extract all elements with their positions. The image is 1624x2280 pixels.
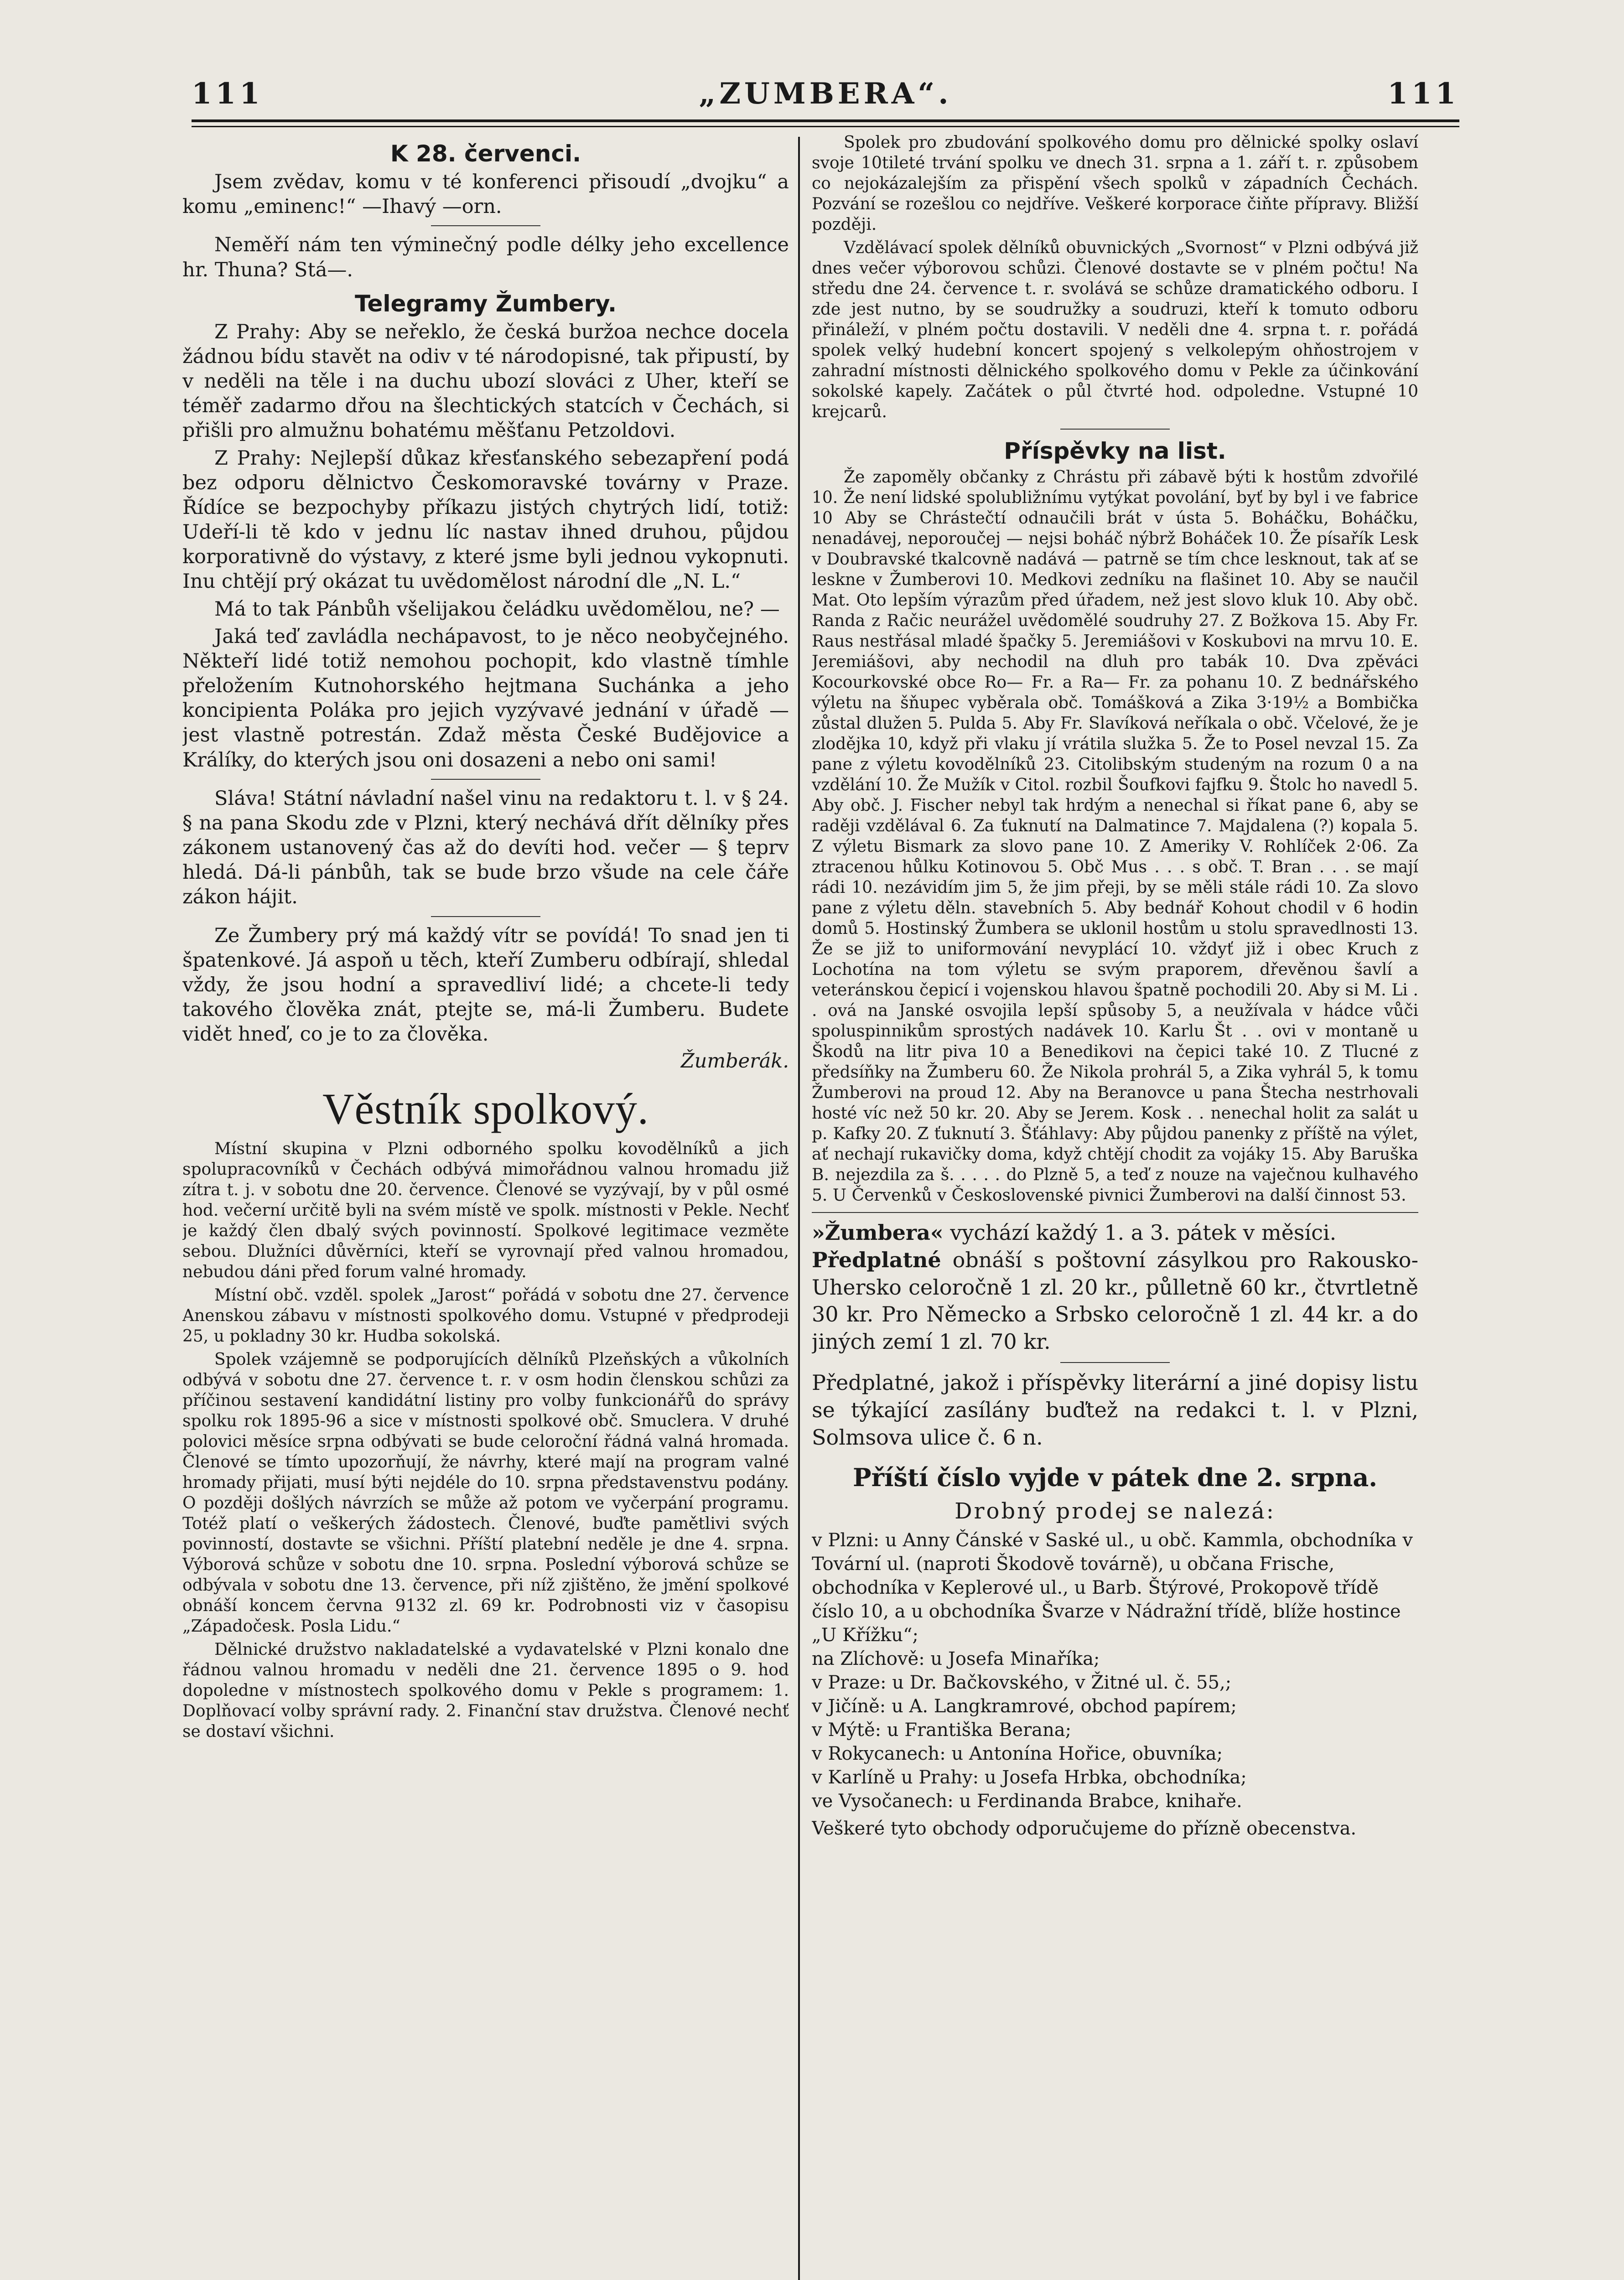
header-rule-bottom (192, 126, 1459, 127)
retail-location: ve Vysočanech: u Ferdinanda Brabce, knihaře. (812, 1791, 1242, 1812)
retail-location: na Zlíchově: u Josefa Minaříka; (812, 1648, 1100, 1670)
club-notice: Spolek vzájemně se podporujících dělníků Plzeňských a vůkolních odbývá v sobotu dne 27. července t. r. v osm hodin členskou schůzi za příčinou sestavení kandidátní listiny pro volby funkcionářů do správy spolku rok 1895-96 a sice v místnosti spolkové obč. Smuclera. V druhé polovici měsíce srpna odbývati se bude celoroční řádná valná hromada. Členové se tímto upozorňují, že návrhy, které mají na program valné hromady přijati, musí býti nejdéle do 10. srpna představenstvu podány. O později došlých návrzích se může až potom ve vyčerpání programu. Totéž platí o veškerých žádostech. Členové, buďte pamětlivi svých povinností, dostavte se všichni. Příští platební neděle je dne 4. srpna. Výborová schůze v sobotu dne 10. srpna. Poslední výborová schůze se odbývala v sobotu dne 13. července, při níž zjištěno, že jmění spolkové obnáší koncem června 9132 zl. 69 kr. Podrobnosti viz v časopisu „Západočesk. Posla Lidu.“ (182, 1350, 789, 1636)
club-notice: Místní skupina v Plzni odborného spolku kovodělníků a jich spolupracovníků v Čechách odbývá mimořádnou valnou hromadu již zítra t. j. v sobotu dne 20. července. Členové se vyzývají, by v půl osmé hod. večerní určitě byli na svém místě ve spolk. místnosti v Pekle. Nechť je každý člen dbalý svých povinností. Spolkové legitimace vezměte sebou. Dlužníci důvěrníci, kteří se vyrovnají před valnou hromadou, nebudou dáni před forum valné hromady. (182, 1139, 789, 1281)
header-rule-top (192, 119, 1459, 122)
separator (431, 225, 540, 226)
retail-location: v Jičíně: u A. Langkramrové, obchod papírem; (812, 1696, 1237, 1717)
page-number-left: 111 (192, 76, 264, 111)
club-notice: Vzdělávací spolek dělníků obuvnických „Svornost“ v Plzni odbývá již dnes večer výborovou schůzi. Členové dostavte se v plném počtu! Na středu dne 24. července t. r. svolává se schůze dramatického odboru. I zde jest nutno, by se soudružky a soudruzi, kteří k tomuto odboru přináleží, v plném počtu dostavili. V neděli dne 4. srpna t. r. pořádá spolek velký hudební koncert spojený s velkolepým ohňostrojem v zahradní místnosti dělnického spolkového domu v Pekle za účinkování sokolské kapely. Začátek o půl čtvrté hod. odpoledne. Vstupné 10 krejcarů. (812, 238, 1418, 421)
telegram-paragraph: Ze Žumbery prý má každý vítr se povídá! To snad jen ti špatenkové. Já aspoň u těch, kteří Zumberu odbírají, shledal vždy, že jsou hodní a spravedliví lidé; a chcete-li tedy takového člověka znát, ptejte se, má-li Žumberu. Budete vidět hneď, co je to za člověka. (182, 924, 789, 1046)
telegram-paragraph: Z Prahy: Nejlepší důkaz křesťanského sebezapření podá bez odporu dělnictvo Českomoravské továrny v Praze. Řídíce se bezpochyby příkazu jistých chytrých lidí, totiž: Udeří-li tě kdo v jednu líc nastav ihned druhou, půjdou korporativně do výstavy, z které jsme byli jednou vykopnuti. Inu chtějí prý okázat tu uvědomělost národní dle „N. L.“ (182, 446, 789, 593)
ad-frequency: vychází každý 1. a 3. pátek v měsíci. (950, 1220, 1337, 1245)
telegram-paragraph: Sláva! Státní návladní našel vinu na redaktoru t. l. v § 24. § na pana Skodu zde v Plzni, který nechává dřít dělníky přes zákonem ustanovený čas až do devíti hod. večer — § teprv hledá. Dá-li pánbůh, tak se bude brzo všude na cele čáře zákon hájit. (182, 787, 789, 909)
club-notice: Místní obč. vzděl. spolek „Jarost“ pořádá v sobotu dne 27. července Anenskou zábavu v místnosti spolkového domu. Vstupné v předprodeji 25, u pokladny 30 kr. Hudba sokolská. (182, 1285, 789, 1346)
telegram-paragraph: Má to tak Pánbůh všelijakou čeládku uvědomělou, ne? — (214, 597, 780, 621)
subscription-notice (812, 1247, 1418, 1356)
masthead-title: „ZUMBERA“. (699, 76, 952, 111)
separator (1060, 429, 1170, 430)
next-issue-notice: Příští číslo vyjde v pátek dne 2. srpna. (852, 1463, 1377, 1492)
ad-title: »Žumbera« (812, 1220, 944, 1245)
retail-location: v Rokycanech: u Antonína Hořice, obuvníka; (812, 1743, 1223, 1765)
closing-note: Veškeré tyto obchody odporučujeme do přízně obecenstva. (812, 1818, 1357, 1840)
club-notice: Spolek pro zbudování spolkového domu pro dělnické spolky oslaví svoje 10tileté trvání spolku ve dnech 31. srpna a 1. září t. r. způsobem co nejokázalejším za přispění všech spolků v západních Čechách. Pozvání se rozešlou co nejdříve. Veškeré korporace čiňte přípravy. Bližší později. (812, 133, 1418, 234)
retail-heading: Drobný prodej se nalezá: (955, 1498, 1276, 1524)
telegram-paragraph: Z Prahy: Aby se neřeklo, že česká buržoa nechce docela žádnou bídu stavět na odiv v té národopisné, tak připustí, by v neděli na těle i na duchu ubozí slováci z Uher, kteří se téměř zadarmo dřou na šlechtických statcích v Čechách, si přišli pro almužnu bohatému měšťanu Petzoldovi. (182, 320, 789, 442)
contributions-text: Že zapoměly občanky z Chrástu při zábavě býti k hostům zdvořilé 10. Že není lidské spolubližnímu vytýkat povolání, byť by byl i ve fabrice 10 Aby se Chrástečtí odnaučili brát v ústa 5. Boháčku, Boháčku, nenadávej, neporoučej — nejsi boháč nýbrž Boháček 10. Že písařík Lesk v Doubravské tkalcovně nadává — patrně se tím chce lesknout, tak ať se leskne v Žumberovi 10. Medkovi zedníku na flašinet 10. Aby se naučil Mat. Oto lepším výrazům před úřadem, než jest slovo kluk 10. Aby obč. Randa z Račic neurážel uvědomělé soudruhy 27. Z Božkova 15. Aby Fr. Raus nestřásal mladé špačky 5. Jeremiášovi v Koskubovi na mrvu 10. E. Jeremiášovi, aby nechodil na dluh pro tabák 10. Dva zpěváci Kocourkovské obce Ro— Fr. a Ra— Fr. za pohanu 10. Z bednářského výletu na šňupec vyběrala obč. Tomášková a Zika 3·19½ a Bombička zůstal dlužen 5. Pulda 5. Aby Fr. Slavíková neříkala o obč. Včelové, že je zlodějka 10, když při vlaku jí vrátila služka 5. Že to Posel nevzal 15. Za pane z výletu kovodělníků 23. Citolibským studeným na rozum 0 a na vzdělání 10. Že Mužík v Citol. rozbil Šoufkovi fajfku 9. Štolc ho navedl 5. Aby obč. J. Fischer nebyl tak hrdým a nenechal si říkat pane 6, aby se raději vzdělával 6. Za ťuknutí na Dalmatince 7. Majdalena (?) kopala 5. Z výletu Bismark za slovo pane 10. Z Ameriky V. Rohlíček 2·06. Za ztracenou hůlku Kotinovou 5. Obč Mus . . . s obč. T. Bran . . . se mají rádi 10. nezávidím jim 5, že jim přeji, by se měli stále rádi 10. Za slovo pane z výletu děln. stavebních 5. Aby bednář Kohout chodil v 6 hodin domů 5. Hostinský Žumbera se uklonil hostům u stolu spravedlnosti 13. Že se již to uniformování nevyplácí 10. vždyť již i obec Kruch z Lochotína na tom výletu se svým praporem, dřevěnou šavlí a veteránskou čepicí i vojenskou hlavou špatně pochodili 20. Aby si M. Li . . ová na Janské osvojila lepší spůsoby 5, a neužívala v hádce vůči spoluspinnikům sprostých nadávek 10. Karlu Št . . ovi v montaně u Škodů na litr piva 10 a Benedikovi na čepici také 10. Z Tlucné z předsíňky na Žumberu 60. Že Nikola prohrál 5, a Zika vyhrál 5, k tomu Žumberovi na proud 12. Aby na Beranovce u pana Štecha nestrhovali hosté víc než 50 kr. 20. Aby se Jerem. Kosk . . nenechal holit za salát u p. Kafky 20. Z ťuknutí 3. Šťáhlavy: Aby půjdou panenky z příště na výlet, ať nechají rukavičky doma, když chtějí chodit za vojáky 15. Aby Baruška B. nejezdila za š. . . . . do Plzně 5, a teď z nouze na vaječnou kulhavého 5. U Červenků v Československé pivnici Žumberovi na další činnost 53. (812, 468, 1418, 1205)
left-column (182, 132, 789, 2280)
column-divider (798, 137, 800, 2280)
telegramy-heading: Telegramy Žumbery. (354, 290, 617, 317)
nemeri-text: Neměří nám ten výminečný podle délky jeho excellence hr. Thuna? Stá—. (182, 233, 789, 281)
separator (431, 779, 540, 780)
publication-notice (812, 1219, 1418, 1247)
separator (431, 916, 540, 917)
retail-location: v Karlíně u Prahy: u Josefa Hrbka, obchodníka; (812, 1767, 1247, 1788)
page-header (192, 68, 1459, 119)
k28-text: Jsem zvědav, komu v té konferenci přisoudí „dvojku“ a komu „eminenc!“ —Ihavý —orn. (182, 171, 789, 218)
separator (1060, 1362, 1170, 1363)
club-notice: Dělnické družstvo nakladatelské a vydavatelské v Plzni konalo dne řádnou valnou hromadu v neděli dne 21. července 1895 o 9. hod dopoledne v místnostech spolkového domu v Pekle s programem: 1. Doplňovací volby správní rady. 2. Finanční stav družstva. Členové nechť se dostaví všichni. (182, 1640, 789, 1741)
retail-location: v Plzni: u Anny Čánské v Saské ul., u obč. Kammla, obchodníka v Tovární ul. (naproti Škodově továrně), u občana Frische, obchodníka v Keplerové ul., u Barb. Štýrové, Prokopově třídě číslo 10, a u obchodníka Švarze v Nádražní třídě, blíže hostince „U Křížku“; (812, 1530, 1413, 1646)
subscription-prices: obnáší s poštovní zásylkou pro Rakousko-Uhersko celoročně 1 zl. 20 kr., půlletně 60 kr., čtvrtletně 30 kr. Pro Německo a Srbsko celoročně 1 zl. 44 kr. a do jiných zemí 1 zl. 70 kr. (812, 1247, 1418, 1354)
right-column (812, 132, 1418, 2280)
prispevky-heading: Příspěvky na list. (1004, 438, 1226, 464)
retail-location: v Mýtě: u Františka Berana; (812, 1720, 1072, 1741)
subscription-label: Předplatné (812, 1247, 941, 1272)
telegram-paragraph: Jaká teď zavládla nechápavost, to je něco neobyčejného. Někteří lidé totiž nemohou pochopit, kdo vlastně tímhle přeložením Kutnohorského hejtmana Suchánka a jeho koncipienta Poláka pro jejich vyzývavé jednání v úřadě — jest vlastně potrestán. Zdaž města České Budějovice a Králíky, do kterých jsou oni dosazeni a nebo oni sami! (182, 625, 789, 772)
separator (812, 1212, 1418, 1213)
retail-location: v Praze: u Dr. Bačkovského, v Žitné ul. č. 55,; (812, 1672, 1232, 1694)
page-number-right: 111 (1387, 76, 1459, 111)
vestnik-heading: Věstník spolkový. (322, 1084, 649, 1133)
k28-heading: K 28. červenci. (390, 140, 581, 167)
signature: Žumberák. (680, 1049, 789, 1073)
editorial-address: Předplatné, jakož i příspěvky literární a jiné dopisy listu se týkající zasílány buďtež na redakci t. l. v Plzni, Solmsova ulice č. 6 n. (812, 1370, 1418, 1450)
